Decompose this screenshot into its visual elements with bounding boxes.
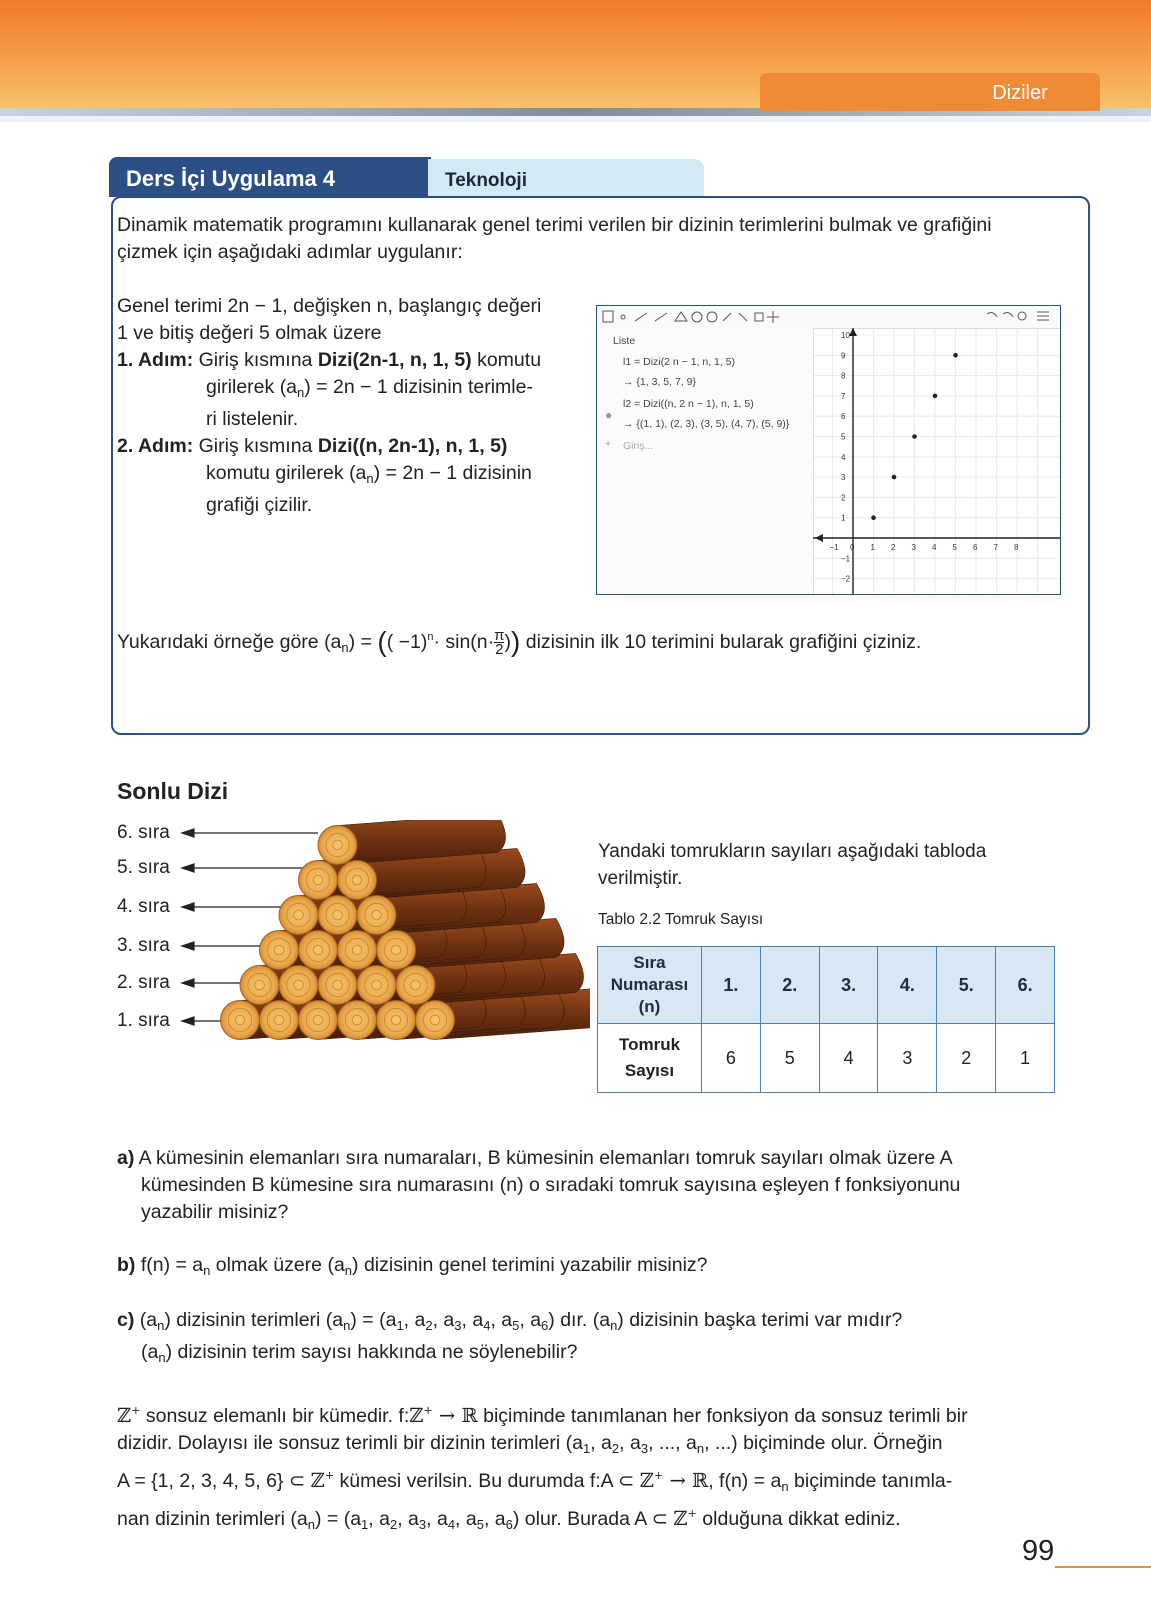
log-end <box>221 1001 260 1040</box>
log-end <box>240 966 279 1005</box>
log-end <box>260 1001 299 1040</box>
point-tool-icon <box>621 315 625 319</box>
step-1-label: 1. Adım: <box>117 349 194 371</box>
table-row-label <box>598 1024 702 1093</box>
math-formula: ℤ+ → ℝ <box>409 1404 478 1427</box>
log-end <box>299 861 338 900</box>
paragraph-text: biçiminde tanımlanan her fonksiyon da sonsuz terimli bir <box>477 1405 968 1427</box>
log-end <box>279 966 318 1005</box>
paragraph-text: sonsuz elemanlı bir kümedir. f: <box>140 1405 410 1427</box>
math-an: $(a_n)$ <box>139 1309 171 1333</box>
y-tick-label: 7 <box>841 391 846 401</box>
step-text: = 2n − 1 dizisinin terimle- <box>310 376 533 398</box>
x-tick-label: 4 <box>932 543 937 552</box>
table-caption: Tablo 2.2 Tomruk Sayısı <box>598 911 764 928</box>
question-text: dizisinin ilk 10 terimini bularak grafiğini çiziniz. <box>520 631 922 653</box>
math-formula: $(a_n) = (a_1$, $a_2$, $a_3$, $a_4$, $a_5$, $a_6$) <box>290 1508 520 1532</box>
table-cell: 6 <box>702 1024 761 1093</box>
x-axis-arrow <box>815 534 823 542</box>
table-cell: 4 <box>819 1024 878 1093</box>
slider-tool-icon <box>755 313 763 321</box>
log-end <box>377 1001 416 1040</box>
table-cell: 3 <box>878 1024 937 1093</box>
row-arrow <box>182 979 244 987</box>
intro-text <box>117 212 992 266</box>
reflect-tool-icon <box>739 313 747 321</box>
step-text: = 2n − 1 dizisinin <box>380 462 532 484</box>
row-label: 2. sıra <box>117 972 170 993</box>
steps-line: Genel terimi 2n − 1, değişken n, başlangıç değeri <box>117 295 542 317</box>
question-text: kümesinden B kümesine sıra numarasını (n) o sıradaki tomruk sayısına eşleyen f fonksiyonunu <box>141 1174 961 1196</box>
step-2-cont <box>117 460 587 492</box>
question-text: Yukarıdaki örneğe göre <box>117 631 325 653</box>
steps-line: 1 ve bitiş değeri 5 olmak üzere <box>117 322 382 344</box>
intro-line: çizmek için aşağıdaki adımlar uygulanır: <box>117 241 463 263</box>
activity-subtitle: Teknoloji <box>445 170 527 191</box>
redo-icon <box>1003 313 1013 317</box>
search-icon <box>1018 312 1026 320</box>
row-label-line: Tomruk <box>618 1035 681 1054</box>
y-tick-label: 9 <box>841 351 846 361</box>
input-bar[interactable]: Giriş... <box>623 440 654 452</box>
y-tick-label: 2 <box>841 493 846 503</box>
steps-text <box>117 293 587 519</box>
y-tick-label: 5 <box>841 432 846 442</box>
perpendicular-tool-icon <box>655 313 667 321</box>
step-1-cont: ri listelenir. <box>206 408 299 430</box>
log-end <box>416 1001 455 1040</box>
log-end <box>377 931 416 970</box>
step-text: komutu <box>471 349 542 371</box>
math-formula: $f(n) = a_n$ <box>140 1254 211 1278</box>
step-text: komutu girilerek <box>206 462 350 484</box>
step-2-label: 2. Adım: <box>117 435 194 457</box>
step-text: girilerek <box>206 376 280 398</box>
toolbar-icons <box>597 306 1060 328</box>
math-formula: $(a_n) = (a_1$, $a_2$, $a_3$, $a_4$, $a_5$, $a_6$) <box>325 1309 555 1333</box>
log-count-table <box>597 946 1055 1093</box>
math-formula: ($a_1$, $a_2$, $a_3$, ..., $a_n$, ...) <box>565 1432 738 1456</box>
row-label: 4. sıra <box>117 896 170 917</box>
page-number: 99 <box>1022 1535 1055 1567</box>
graphics-view <box>813 328 1060 594</box>
paragraph-text: olur. Burada A ⊂ <box>519 1508 674 1530</box>
log-end <box>338 1001 377 1040</box>
x-tick-label: 0 <box>850 543 855 552</box>
math-an: $(a_n)$ <box>141 1341 173 1365</box>
table-cell: 1. <box>702 947 761 1024</box>
activity-question <box>117 624 921 661</box>
log-end <box>357 896 396 935</box>
y-tick-label: −2 <box>841 574 851 584</box>
row-label: 3. sıra <box>117 935 170 956</box>
math-z-plus: ℤ+ <box>117 1404 141 1427</box>
intro-line: Dinamik matematik programını kullanarak genel terimi verilen bir dizinin terimlerini bulmak ve grafiğini <box>117 214 992 236</box>
step-2-cont: grafiği çizilir. <box>206 494 313 516</box>
paragraph-text: dizidir. Dolayısı ile sonsuz terimli bir dizinin terimleri <box>117 1432 566 1454</box>
y-tick-label: 6 <box>841 412 846 422</box>
software-screenshot <box>596 305 1061 595</box>
coordinate-graph <box>813 328 1060 594</box>
question-text: A kümesinin elemanları sıra numaraları, B kümesinin elemanları tomruk sayıları olmak üzere A <box>134 1147 953 1169</box>
step-2 <box>117 433 587 460</box>
description-line: verilmiştir. <box>598 868 683 889</box>
y-tick-label: −1 <box>841 554 851 564</box>
y-tick-label: 3 <box>841 473 846 483</box>
x-tick-label: 6 <box>973 543 978 552</box>
math-an: $(a_n)$ <box>349 462 381 486</box>
log-end <box>338 931 377 970</box>
angle-tool-icon <box>723 313 731 321</box>
math-z-plus: ℤ+ <box>673 1507 697 1530</box>
y-axis-arrow <box>849 328 857 336</box>
sequence-point[interactable] <box>871 515 876 520</box>
math-formula: $(a_n)$ = (( −1)$^n$· sin(n· $\frac{\pi}{2}$ )) <box>324 626 521 659</box>
table-cell: 4. <box>878 947 937 1024</box>
question-text: olmak üzere <box>210 1254 328 1276</box>
y-tick-label: 1 <box>841 513 846 523</box>
row-label: 5. sıra <box>117 857 170 878</box>
x-tick-label: −1 <box>829 543 839 552</box>
x-tick-label: 3 <box>911 543 916 552</box>
step-1-command: Dizi(2n-1, n, 1, 5) <box>317 349 472 371</box>
paragraph-text: olduğuna dikkat ediniz. <box>696 1508 901 1530</box>
row-arrow <box>182 1017 225 1025</box>
algebra-value: → {(1, 1), (2, 3), (3, 5), (4, 7), (5, 9)} <box>623 418 790 430</box>
x-tick-label: 7 <box>993 543 998 552</box>
math-an: $(a_n)$ <box>327 1254 359 1278</box>
algebra-entry[interactable]: l1 = Dizi(2 n − 1, n, 1, 5) <box>623 356 736 368</box>
step-text: Giriş kısmına <box>193 435 318 457</box>
sequence-point[interactable] <box>933 394 938 399</box>
log-end <box>299 1001 338 1040</box>
log-end <box>299 931 338 970</box>
line-tool-icon <box>635 313 647 321</box>
y-tick-label: 10 <box>841 331 850 340</box>
question-b <box>117 1252 708 1284</box>
sequence-point[interactable] <box>953 353 958 358</box>
sequence-point[interactable] <box>892 475 897 480</box>
question-label: c) <box>117 1309 135 1331</box>
log-end <box>357 966 396 1005</box>
circle-tool-icon <box>692 312 702 322</box>
log-end <box>279 896 318 935</box>
x-tick-label: 5 <box>952 543 957 552</box>
question-label: a) <box>117 1147 135 1169</box>
math-formula: ℤ+ → ℝ, $f(n) = a_n$ <box>639 1469 789 1494</box>
algebra-entry[interactable]: l2 = Dizi((n, 2 n − 1), n, 1, 5) <box>623 398 754 410</box>
section-title: Sonlu Dizi <box>117 778 229 804</box>
visibility-dot-icon[interactable]: ● <box>605 408 613 422</box>
add-input-icon[interactable]: + <box>605 438 612 450</box>
table-cell: 3. <box>819 947 878 1024</box>
table-header-label <box>598 947 702 1024</box>
algebra-title: Liste <box>613 335 636 347</box>
paragraph-text: kümesi verilsin. Bu durumda f:A ⊂ <box>334 1470 640 1492</box>
table-cell: 1 <box>996 1024 1055 1093</box>
math-formula: A = {1, 2, 3, 4, 5, 6} ⊂ ℤ+ <box>117 1469 335 1492</box>
pointer-tool-icon <box>603 311 613 322</box>
polygon-tool-icon <box>675 312 687 321</box>
log-end <box>318 896 357 935</box>
section-description <box>598 838 986 892</box>
row-label: 1. sıra <box>117 1010 170 1031</box>
algebra-value: → {1, 3, 5, 7, 9} <box>623 376 696 388</box>
question-text: dizisinin terimleri <box>170 1309 326 1331</box>
table-cell: 2 <box>937 1024 996 1093</box>
table-cell: 5 <box>760 1024 819 1093</box>
step-text: Giriş kısmına <box>193 349 318 371</box>
y-tick-label: 8 <box>841 371 846 381</box>
x-tick-label: 2 <box>891 543 896 552</box>
question-text: dizisinin genel terimini yazabilir misiniz? <box>358 1254 708 1276</box>
math-an: $(a_n)$ <box>592 1309 624 1333</box>
header-line: Numarası <box>610 975 689 994</box>
paragraph-text: biçiminde olur. Örneğin <box>737 1432 943 1454</box>
header-line: (n) <box>638 997 661 1016</box>
log-end <box>318 966 357 1005</box>
row-arrow <box>182 942 262 950</box>
header-divider-light <box>0 116 1151 122</box>
description-line: Yandaki tomrukların sayıları aşağıdaki tabloda <box>598 841 987 862</box>
row-label-line: Sayısı <box>624 1061 675 1080</box>
paragraph-text: nan dizinin terimleri <box>117 1508 291 1530</box>
algebra-view <box>597 328 814 594</box>
math-an: $(a_n)$ <box>279 376 311 400</box>
question-text: yazabilir misiniz? <box>141 1201 289 1223</box>
table-cell: 5. <box>937 947 996 1024</box>
closing-paragraph <box>117 1397 1057 1538</box>
question-text: dizisinin başka terimi var mıdır? <box>623 1309 903 1331</box>
question-label: b) <box>117 1254 136 1276</box>
y-tick-label: 4 <box>841 452 846 462</box>
row-label: 6. sıra <box>117 822 170 843</box>
log-end <box>338 861 377 900</box>
question-a <box>117 1145 1037 1226</box>
table-cell: 2. <box>760 947 819 1024</box>
table-cell: 6. <box>996 947 1055 1024</box>
step-1 <box>117 347 587 374</box>
activity-title: Ders İçi Uygulama 4 <box>126 166 336 191</box>
software-toolbar <box>597 306 1060 329</box>
question-text: dizisinin terim sayısı hakkında ne söylenebilir? <box>172 1341 578 1363</box>
header-line: Sıra <box>633 953 666 972</box>
row-arrow <box>182 864 318 872</box>
table-header-row <box>598 947 1055 1024</box>
undo-icon <box>987 313 997 317</box>
step-2-command: Dizi((n, 2n-1), n, 1, 5) <box>317 435 508 457</box>
question-c <box>117 1307 1057 1371</box>
page-number-rule <box>1055 1566 1151 1568</box>
x-tick-label: 1 <box>870 543 875 552</box>
table-row <box>598 1024 1055 1093</box>
logs-illustration <box>180 820 590 1070</box>
ellipse-tool-icon <box>707 312 717 322</box>
chapter-label: Diziler <box>992 82 1048 104</box>
sequence-point[interactable] <box>912 434 917 439</box>
question-text: dır. <box>554 1309 593 1331</box>
log-end <box>318 826 357 865</box>
log-end <box>396 966 435 1005</box>
log-end <box>260 931 299 970</box>
row-arrow <box>182 829 318 837</box>
x-tick-label: 8 <box>1014 543 1019 552</box>
step-1-cont <box>117 374 587 406</box>
paragraph-text: biçiminde tanımla- <box>788 1470 953 1492</box>
